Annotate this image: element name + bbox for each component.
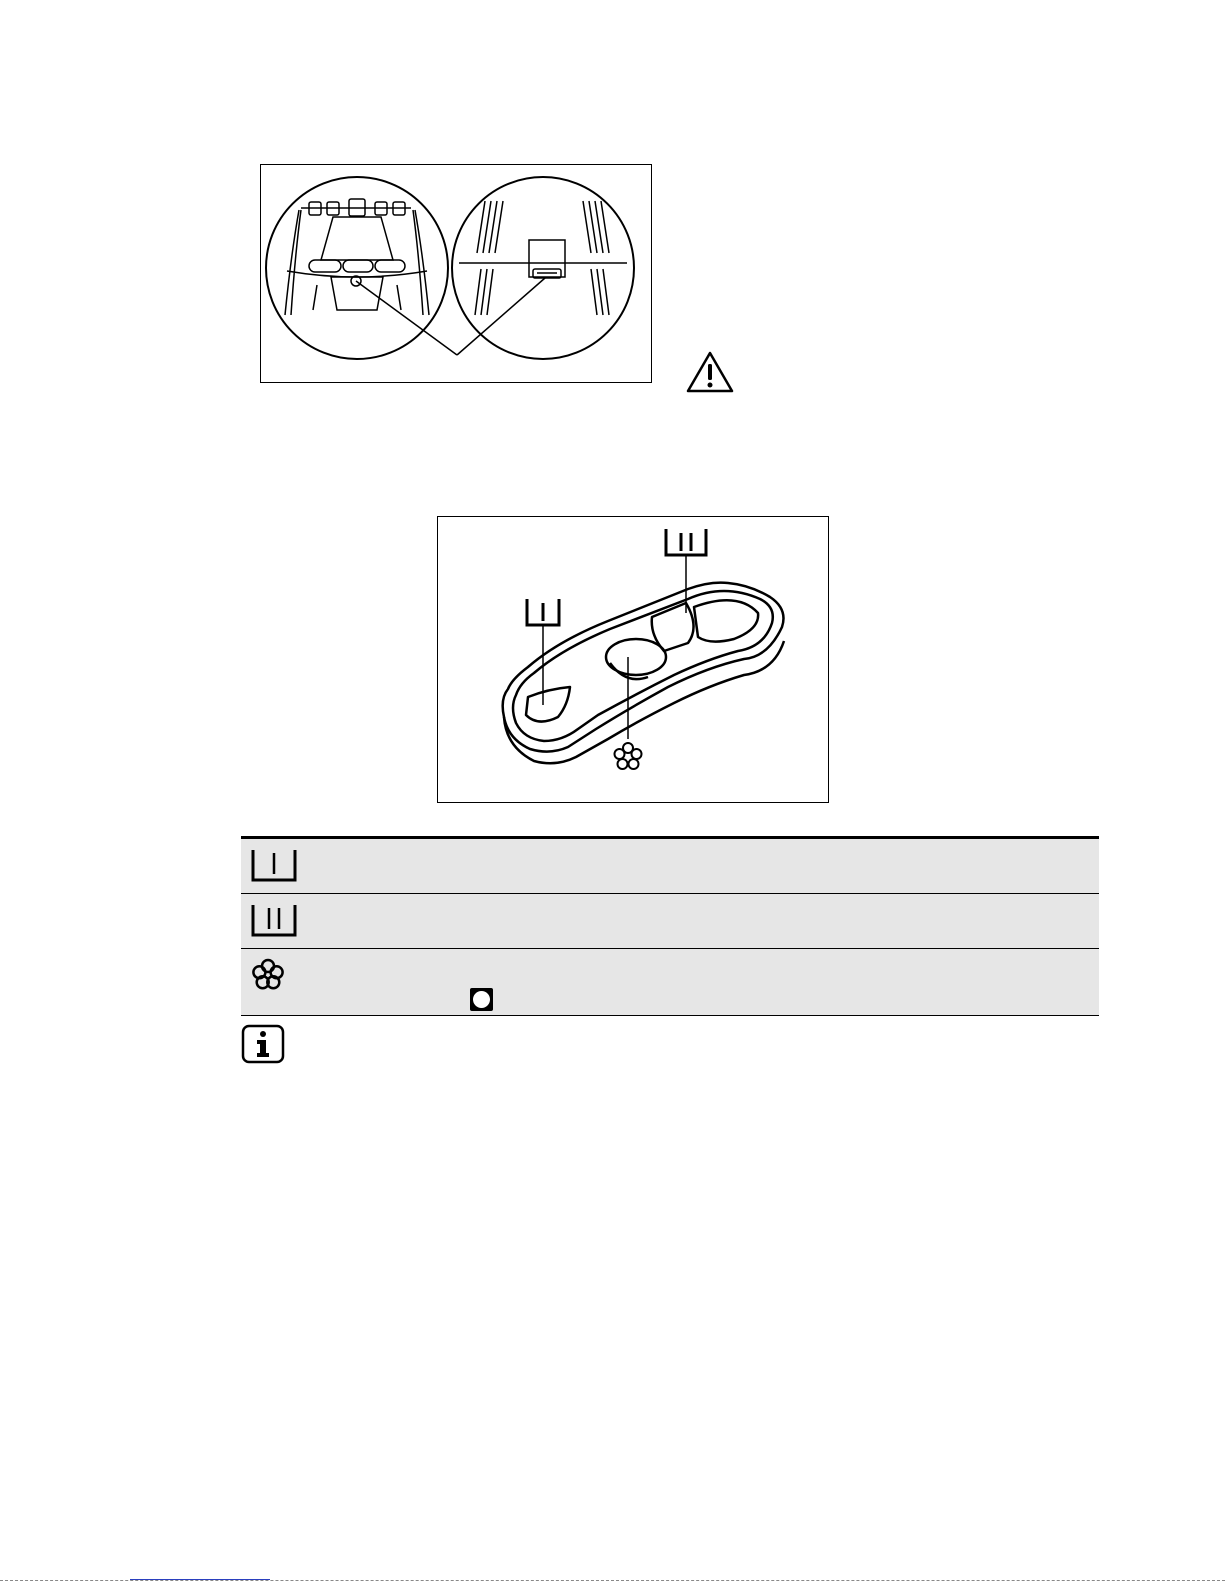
detergent-dispenser-illustration: [437, 516, 829, 803]
info-icon: [241, 1024, 285, 1064]
page-bottom-link-underline: [130, 1579, 270, 1580]
compartment-table: [241, 836, 1099, 1016]
round-white-dot-icon: [470, 988, 493, 1011]
prewash-compartment-icon: [248, 846, 300, 889]
table-row-main-wash: [241, 894, 1099, 949]
filter-drawing: [261, 165, 653, 384]
filter-illustration: [260, 164, 652, 383]
table-row-prewash: [241, 839, 1099, 894]
dispenser-drawing: [438, 517, 830, 804]
warning-triangle-icon: [685, 350, 735, 394]
page-bottom-border: [0, 1580, 1225, 1581]
table-row-softener: [241, 949, 1099, 1016]
fabric-softener-icon: [248, 956, 288, 999]
main-wash-compartment-icon: [248, 901, 300, 944]
